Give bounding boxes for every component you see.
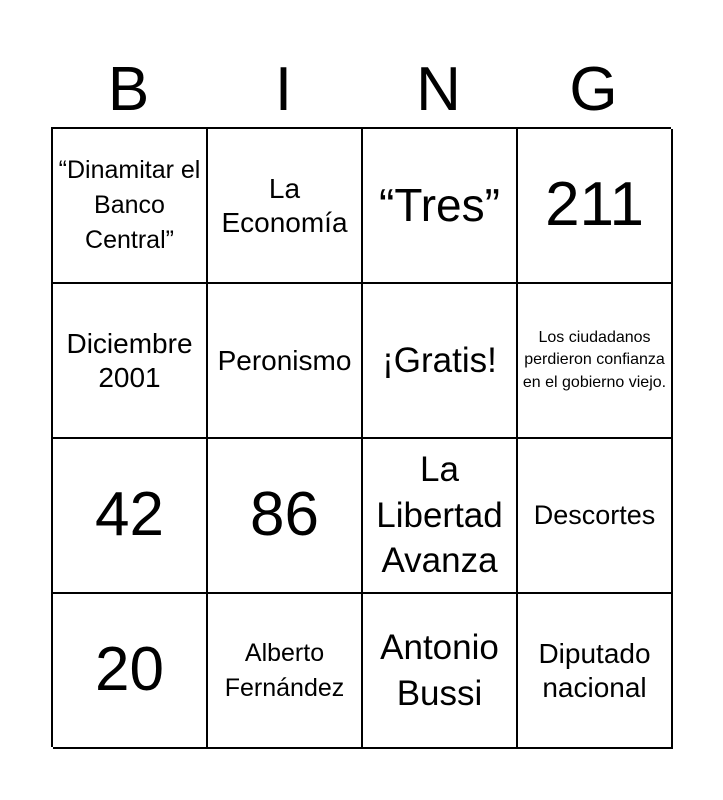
cell-text: “Tres” [379,179,500,232]
cell-text: Peronismo [217,344,352,376]
cell-text: Alberto Fernández [224,638,345,702]
cell-text: Diciembre 2001 [66,327,193,393]
bingo-cell[interactable] [518,284,673,439]
bingo-cell[interactable] [53,284,208,439]
cell-text: 20 [95,635,164,705]
bingo-cell[interactable] [53,129,208,284]
bingo-cell[interactable] [53,439,208,594]
bingo-cell[interactable] [518,129,673,284]
cell-text: 42 [95,480,164,550]
bingo-cell[interactable] [208,284,363,439]
bingo-cell[interactable] [208,594,363,749]
bingo-header [51,52,671,128]
bingo-cell[interactable] [518,594,673,749]
cell-text: Los ciudadanos perdieron confianza en el gobierno viejo. [522,329,667,391]
header-letter-g: G [569,55,618,124]
bingo-cell[interactable] [363,284,518,439]
cell-text: “Dinamitar el Banco Central” [58,156,201,254]
cell-text: La Economía [221,172,348,238]
bingo-cell[interactable] [363,439,518,594]
bingo-cell[interactable] [53,594,208,749]
bingo-cell[interactable] [363,594,518,749]
header-letter-b: B [107,55,150,124]
bingo-cell[interactable] [363,129,518,284]
cell-text: 86 [250,480,319,550]
cell-text: Diputado nacional [538,637,651,703]
cell-text: 211 [545,170,644,240]
header-letter-n: N [416,55,461,124]
bingo-cell[interactable] [208,439,363,594]
cell-text: La Libertad Avanza [376,450,503,581]
header-letter-i: I [274,55,293,124]
bingo-grid [51,127,671,747]
bingo-cell[interactable] [518,439,673,594]
cell-text: ¡Gratis! [382,340,497,380]
cell-text: Antonio Bussi [380,628,499,713]
cell-text: Descortes [533,499,656,530]
bingo-cell[interactable] [208,129,363,284]
